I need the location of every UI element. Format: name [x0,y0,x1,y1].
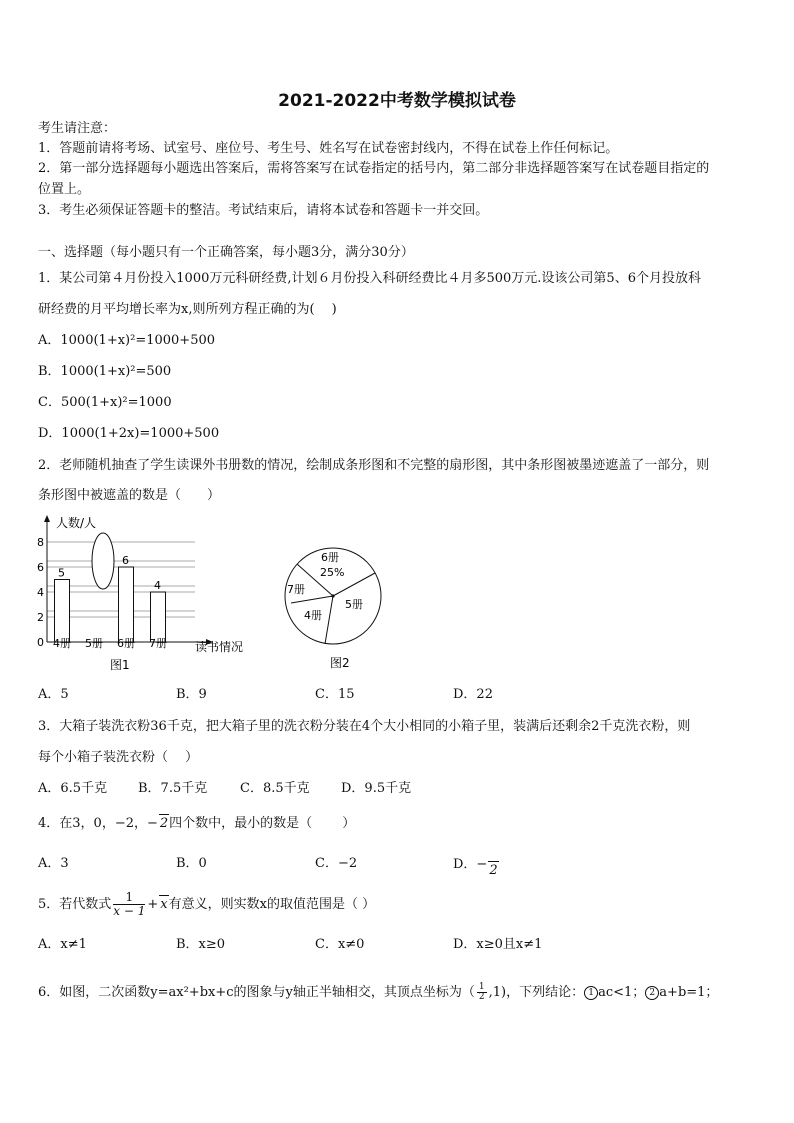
y-axis-label: 人数/人 [56,516,97,530]
pie-label-6: 6册 [321,551,339,564]
pie-label-4: 4册 [304,609,322,622]
notice-item-3: 3．考生必须保证答题卡的整洁。考试结束后，请将本试卷和答题卡一并交回。 [38,203,489,218]
q1-option-b: B．1000(1+x)²=500 [38,364,172,379]
y-tick-label: 4 [37,586,44,599]
bar-data-label: 6 [122,554,129,567]
q6-stem [38,983,718,1002]
q6-frac-den: 2 [478,992,485,1002]
q6-frac-num: 1 [478,982,485,992]
q2-option-b: B．9 [176,687,207,702]
q5-frac-den: x − 1 [113,904,146,918]
q5-option-a: A．x≠1 [38,937,87,952]
pie-chart-figure [275,540,395,675]
q4-option-a: A．3 [38,856,69,871]
q3-option-c: C．8.5千克 [240,781,310,796]
q4-option-b: B．0 [176,856,207,871]
q5-option-d: D．x≥0且x≠1 [453,937,543,952]
x-tick-label: 4册 [53,637,71,650]
q4-option-d-sqrt: 2 [489,863,498,878]
pie-label-7: 7册 [287,583,305,596]
q4-stem [38,814,355,833]
y-tick-label: 2 [37,611,44,624]
q6-conclusion-1: ac<1； [598,985,646,1000]
bar-4册 [55,580,70,643]
x-tick-label: 5册 [85,637,103,650]
ink-blot [92,533,114,589]
q1-option-d: D．1000(1+2x)=1000+500 [38,426,220,441]
q4-option-d-pre: D．− [453,857,488,872]
q1-option-c: C．500(1+x)²=1000 [38,395,172,410]
y-tick-label: 8 [37,536,44,549]
notice-heading: 考生请注意： [38,121,117,136]
y-tick-label: 0 [37,636,44,649]
q5-stem [38,891,375,918]
q3-option-b: B．7.5千克 [138,781,208,796]
pie-center [331,594,334,597]
q5-option-b: B．x≥0 [176,937,226,952]
q2-option-d: D．22 [453,687,493,702]
q4-sqrt: 2 [159,816,169,831]
pie-label-5: 5册 [345,598,363,611]
q5-sqrt: x [160,897,168,912]
notice-item-2-cont: 位置上。 [38,182,91,197]
page-title: 2021-2022中考数学模拟试卷 [278,91,516,111]
q5-option-c: C．x≠0 [315,937,365,952]
x-tick-label: 7册 [149,637,167,650]
q1-option-a: A．1000(1+x)²=1000+500 [38,333,216,348]
q6-fraction [477,983,487,1002]
x-axis-label: 读书情况 [195,640,244,654]
bar-data-label: 5 [58,566,65,580]
y-axis-arrow [44,515,50,522]
bar-data-label: 4 [154,579,161,592]
q6-stem-mid: ,1)，下列结论： [488,985,585,1000]
q6-circled-1: 1 [584,986,598,1000]
bar-chart-figure [30,512,270,677]
q5-stem-post: 有意义，则实数x的取值范围是（ ） [168,897,376,912]
q2-stem-line1: 2．老师随机抽查了学生读课外书册数的情况，绘制成条形图和不完整的扇形图，其中条形图被墨迹遮盖了一部分，则 [38,458,710,473]
y-tick-label: 6 [37,561,44,574]
notice-item-1: 1．答题前请将考场、试室号、座位号、考生号、姓名写在试卷密封线内，不得在试卷上作任何标记。 [38,141,619,156]
q1-stem-line2: 研经费的月平均增长率为x,则所列方程正确的为( ) [38,302,337,317]
notice-item-2: 2．第一部分选择题每小题选出答案后，需将答案写在试卷指定的括号内，第二部分非选择题答案写在试卷题目指定的 [38,161,710,176]
q3-stem-line2: 每个小箱子装洗衣粉（ ） [38,750,199,765]
bar-6册 [119,567,134,642]
q5-fraction [113,891,145,918]
q4-stem-pre: 4．在3，0，−2，− [38,816,158,831]
q5-stem-pre: 5．若代数式 [38,897,112,912]
q4-option-d [453,855,499,878]
q4-option-c: C．−2 [315,856,358,871]
q5-frac-num: 1 [113,891,145,905]
figure1-caption: 图1 [110,658,130,672]
pie-percent-6: 25% [320,566,345,579]
x-tick-label: 6册 [117,637,135,650]
q2-option-a: A．5 [38,687,69,702]
q2-option-c: C．15 [315,687,355,702]
q6-conclusion-2: a+b=1； [659,985,719,1000]
q3-stem-line1: 3．大箱子装洗衣粉36千克，把大箱子里的洗衣粉分装在4个大小相同的小箱子里，装满后还剩余2千克洗衣粉，则 [38,719,691,734]
q3-option-a: A．6.5千克 [38,781,108,796]
q3-option-d: D．9.5千克 [341,781,412,796]
figure2-caption: 图2 [330,656,350,670]
section-heading: 一、选择题（每小题只有一个正确答案，每小题3分，满分30分） [38,245,414,260]
q5-plus: + [147,897,159,912]
q2-stem-line2: 条形图中被遮盖的数是（ ） [38,488,221,503]
q6-stem-pre: 6．如图，二次函数y=ax²+bx+c的图象与y轴正半轴相交，其顶点坐标为（ [38,985,475,1000]
q6-circled-2: 2 [645,986,659,1000]
bar-7册 [151,592,166,642]
q1-stem-line1: 1．某公司第４月份投入1000万元科研经费,计划６月份投入科研经费比４月多500万元.设该公司第5、6个月投放科 [38,271,701,286]
q4-stem-post: 四个数中，最小的数是（ ） [169,816,356,831]
